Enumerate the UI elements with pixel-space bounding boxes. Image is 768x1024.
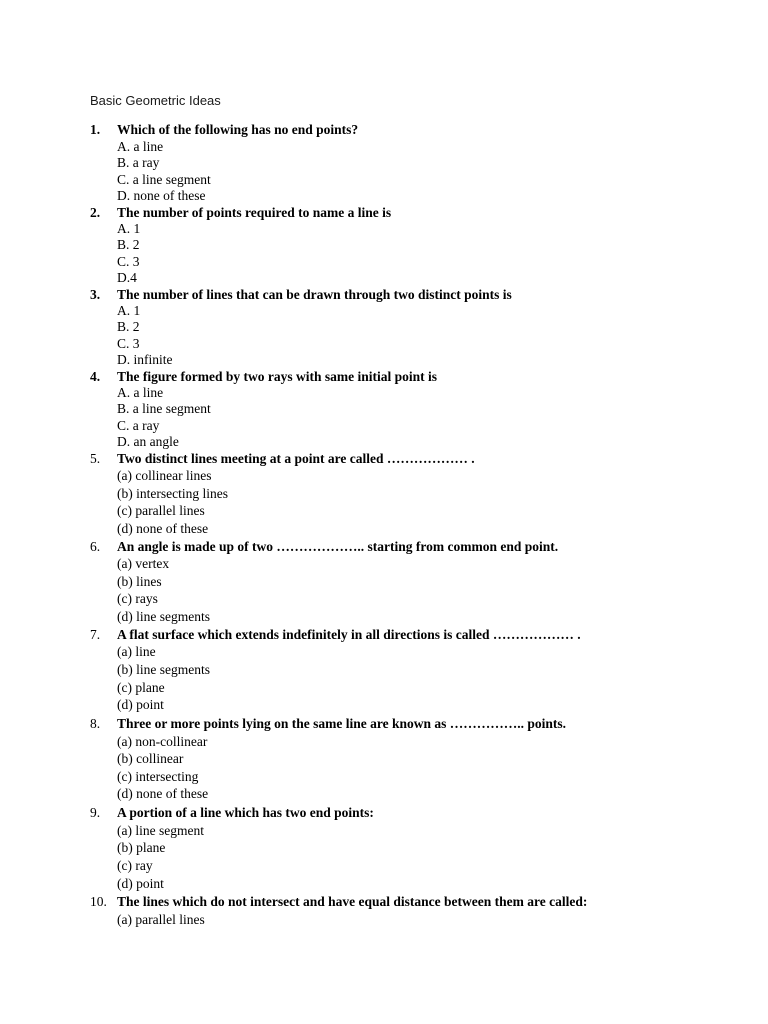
answer-option: (b) lines <box>117 574 162 589</box>
question-text: Two distinct lines meeting at a point are called ……………… . <box>117 451 475 466</box>
answer-option: D.4 <box>117 270 137 285</box>
question-text: A flat surface which extends indefinitely in all directions is called ……………… . <box>117 627 581 642</box>
answer-option: (b) line segments <box>117 662 210 677</box>
answer-option: (b) collinear <box>117 751 184 766</box>
question-number: 6. <box>90 539 101 554</box>
answer-option: (b) intersecting lines <box>117 486 228 501</box>
answer-option: (a) line <box>117 644 156 659</box>
answer-option: (a) vertex <box>117 556 170 571</box>
question-number: 9. <box>90 805 101 820</box>
answer-option: B. 2 <box>117 237 140 252</box>
question-number: 8. <box>90 716 101 731</box>
answer-option: A. a line <box>117 385 164 400</box>
answer-option: D. none of these <box>117 188 206 203</box>
question-number: 3. <box>90 287 101 302</box>
question-text: The lines which do not intersect and have equal distance between them are called: <box>117 894 588 909</box>
answer-option: C. 3 <box>117 336 140 351</box>
answer-option: (c) plane <box>117 680 165 695</box>
answer-option: (a) collinear lines <box>117 468 212 483</box>
question-text: A portion of a line which has two end points: <box>117 805 374 820</box>
question-number: 2. <box>90 205 101 220</box>
answer-option: (a) non-collinear <box>117 734 208 749</box>
answer-option: (c) parallel lines <box>117 503 205 518</box>
answer-option: C. a ray <box>117 418 160 433</box>
question-text: Which of the following has no end points? <box>117 122 359 137</box>
question-text: Three or more points lying on the same line are known as …………….. points. <box>117 716 567 731</box>
question-number: 5. <box>90 451 101 466</box>
answer-option: (b) plane <box>117 840 166 855</box>
answer-option: B. 2 <box>117 319 140 334</box>
answer-option: (a) line segment <box>117 823 204 838</box>
question-number: 4. <box>90 369 101 384</box>
question-text: The number of lines that can be drawn through two distinct points is <box>117 287 512 302</box>
document-title: Basic Geometric Ideas <box>90 93 221 108</box>
answer-option: (d) none of these <box>117 786 209 801</box>
answer-option: (d) none of these <box>117 521 209 536</box>
answer-option: (c) intersecting <box>117 769 199 784</box>
answer-option: A. 1 <box>117 303 141 318</box>
answer-option: A. 1 <box>117 221 141 236</box>
question-text: An angle is made up of two ……………….. starting from common end point. <box>117 539 559 554</box>
answer-option: (c) ray <box>117 858 153 873</box>
question-text: The figure formed by two rays with same initial point is <box>117 369 437 384</box>
answer-option: (c) rays <box>117 591 158 606</box>
question-number: 10. <box>90 894 107 909</box>
answer-option: B. a line segment <box>117 401 211 416</box>
answer-option: C. a line segment <box>117 172 211 187</box>
answer-option: (a) parallel lines <box>117 912 205 927</box>
answer-option: C. 3 <box>117 254 140 269</box>
answer-option: D. infinite <box>117 352 173 367</box>
answer-option: A. a line <box>117 139 164 154</box>
question-text: The number of points required to name a line is <box>117 205 392 220</box>
answer-option: (d) point <box>117 697 164 712</box>
answer-option: D. an angle <box>117 434 179 449</box>
answer-option: (d) point <box>117 876 164 891</box>
question-number: 1. <box>90 122 101 137</box>
question-number: 7. <box>90 627 101 642</box>
answer-option: B. a ray <box>117 155 160 170</box>
answer-option: (d) line segments <box>117 609 210 624</box>
